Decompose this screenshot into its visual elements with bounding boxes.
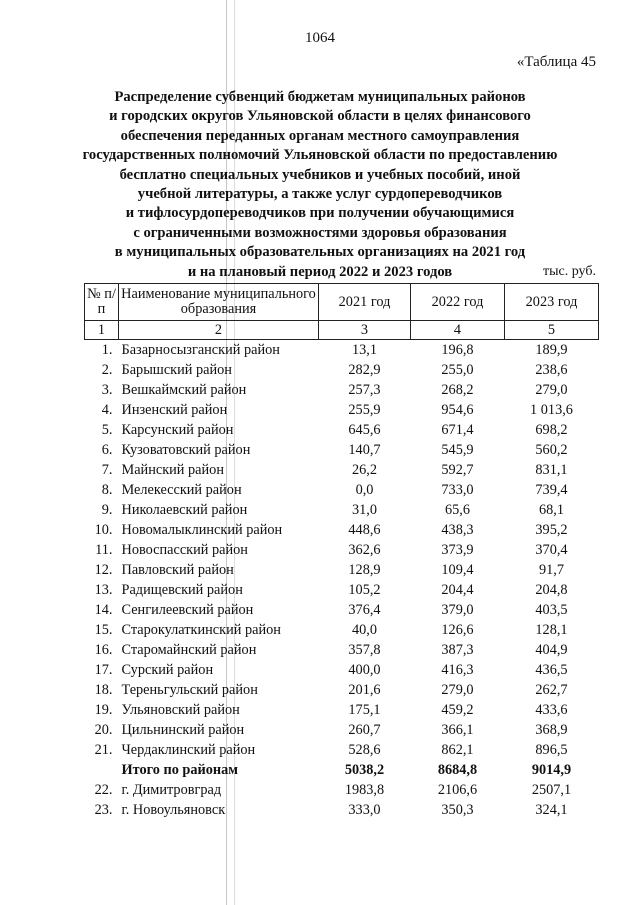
- value-2021: 175,1: [348, 702, 381, 718]
- value-2023: 433,6: [535, 702, 568, 718]
- value-2021: 13,1: [351, 342, 378, 358]
- row-name: Чердаклинский район: [121, 742, 256, 758]
- table-row: [85, 460, 599, 480]
- row-number: 22.: [94, 782, 113, 798]
- value-2022: 255,0: [441, 362, 474, 378]
- table-row: [85, 740, 599, 760]
- value-2023: 404,9: [535, 642, 568, 658]
- value-2022: 8684,8: [437, 762, 478, 778]
- row-number: 15.: [94, 622, 113, 638]
- title-line: и тифлосурдопереводчиков при получении обучающимися: [125, 205, 515, 222]
- value-2021: 257,3: [348, 382, 381, 398]
- column-number-row: [85, 321, 599, 340]
- value-2022: 109,4: [441, 562, 474, 578]
- value-2021: 528,6: [348, 742, 381, 758]
- header-no: № п/п: [85, 284, 119, 321]
- value-2022: 65,6: [444, 502, 471, 518]
- table-row: [85, 520, 599, 540]
- table-row: [85, 400, 599, 420]
- value-2021: 282,9: [348, 362, 381, 378]
- row-number: 21.: [94, 742, 113, 758]
- value-2021: 260,7: [348, 722, 381, 738]
- value-2021: 362,6: [348, 542, 381, 558]
- row-number: 16.: [94, 642, 113, 658]
- value-2021: 333,0: [348, 802, 381, 818]
- value-2022: 350,3: [441, 802, 474, 818]
- value-2023: 204,8: [535, 582, 568, 598]
- title-line: в муниципальных образовательных организациях на 2021 год: [114, 244, 526, 261]
- row-number: 6.: [101, 442, 113, 458]
- table-header-row: [85, 284, 599, 321]
- value-2022: 733,0: [441, 482, 474, 498]
- title-line: обеспечения переданных органам местного самоуправления: [120, 127, 520, 144]
- column-number: 5: [505, 321, 599, 340]
- table-row: [85, 340, 599, 361]
- value-2023: 189,9: [535, 342, 568, 358]
- table-row: [85, 580, 599, 600]
- column-number: 3: [319, 321, 411, 340]
- table-row: [85, 620, 599, 640]
- column-number: 4: [411, 321, 505, 340]
- value-2023: 368,9: [535, 722, 568, 738]
- value-2023: 370,4: [535, 542, 568, 558]
- row-name: Сенгилеевский район: [121, 602, 254, 618]
- value-2023: 2507,1: [531, 782, 572, 798]
- column-number: 1: [85, 321, 119, 340]
- value-2023: 324,1: [535, 802, 568, 818]
- value-2022: 2106,6: [437, 782, 478, 798]
- value-2023: 436,5: [535, 662, 568, 678]
- row-name: Старомайнский район: [121, 642, 257, 658]
- row-number: 7.: [101, 462, 113, 478]
- row-name: Тереньгульский район: [121, 682, 258, 698]
- row-number: 20.: [94, 722, 113, 738]
- value-2022: 671,4: [441, 422, 474, 438]
- row-name: Инзенский район: [121, 402, 228, 418]
- value-2022: 379,0: [441, 602, 474, 618]
- value-2023: 896,5: [535, 742, 568, 758]
- value-2022: 373,9: [441, 542, 474, 558]
- value-2023: 739,4: [535, 482, 568, 498]
- subvention-table: [84, 283, 599, 820]
- table-row: [85, 560, 599, 580]
- row-number: 19.: [94, 702, 113, 718]
- title-line: учебной литературы, а также услуг сурдопереводчиков: [137, 186, 503, 203]
- row-name: Ульяновский район: [121, 702, 240, 718]
- table-row: [85, 500, 599, 520]
- row-name: Новомалыклинский район: [121, 522, 283, 538]
- row-name: Барышский район: [121, 362, 232, 378]
- title-line: и городских округов Ульяновской области в целях финансового: [109, 108, 531, 125]
- value-2023: 698,2: [535, 422, 568, 438]
- row-number: 3.: [101, 382, 113, 398]
- value-2021: 645,6: [348, 422, 381, 438]
- table-row: [85, 600, 599, 620]
- row-name: Цильнинский район: [121, 722, 245, 738]
- row-number: [85, 760, 119, 780]
- value-2022: 204,4: [441, 582, 474, 598]
- value-2022: 387,3: [441, 642, 474, 658]
- value-2022: 545,9: [441, 442, 474, 458]
- value-2021: 400,0: [348, 662, 381, 678]
- row-number: 2.: [101, 362, 113, 378]
- value-2021: 0,0: [355, 482, 374, 498]
- row-name: Сурский район: [121, 662, 214, 678]
- header-2021: 2021 год: [319, 284, 411, 321]
- row-number: 23.: [94, 802, 113, 818]
- row-number: 12.: [94, 562, 113, 578]
- value-2022: 416,3: [441, 662, 474, 678]
- value-2021: 5038,2: [344, 762, 385, 778]
- value-2022: 279,0: [441, 682, 474, 698]
- table-reference: «Таблица 45: [516, 54, 596, 70]
- value-2021: 376,4: [348, 602, 381, 618]
- title-line: бесплатно специальных учебников и учебных пособий, иной: [119, 166, 521, 183]
- row-name: г. Новоульяновск: [121, 802, 226, 818]
- row-number: 14.: [94, 602, 113, 618]
- value-2021: 140,7: [348, 442, 381, 458]
- value-2022: 459,2: [441, 702, 474, 718]
- header-2022: 2022 год: [411, 284, 505, 321]
- header-2023: 2023 год: [505, 284, 599, 321]
- value-2021: 40,0: [351, 622, 378, 638]
- value-2022: 862,1: [441, 742, 474, 758]
- value-2021: 255,9: [348, 402, 381, 418]
- table-row: [85, 800, 599, 820]
- row-name: Карсунский район: [121, 422, 234, 438]
- value-2023: 128,1: [535, 622, 568, 638]
- table-row: [85, 640, 599, 660]
- value-2023: 9014,9: [531, 762, 572, 778]
- value-2022: 126,6: [441, 622, 474, 638]
- value-2022: 592,7: [441, 462, 474, 478]
- row-name: Вешкаймский район: [121, 382, 247, 398]
- table-row: [85, 680, 599, 700]
- value-2023: 68,1: [538, 502, 565, 518]
- table-row: [85, 420, 599, 440]
- header-name: Наименование муниципального образования: [119, 284, 319, 321]
- row-number: 17.: [94, 662, 113, 678]
- value-2022: 366,1: [441, 722, 474, 738]
- column-number: 2: [119, 321, 319, 340]
- row-number: 10.: [94, 522, 113, 538]
- row-name: Базарносызганский район: [121, 342, 280, 358]
- row-number: 5.: [101, 422, 113, 438]
- table-row: [85, 720, 599, 740]
- title-line: государственных полномочий Ульяновской области по предоставлению: [82, 147, 558, 164]
- row-number: 18.: [94, 682, 113, 698]
- value-2021: 105,2: [348, 582, 381, 598]
- value-2021: 31,0: [351, 502, 378, 518]
- value-2023: 238,6: [535, 362, 568, 378]
- row-name: Николаевский район: [121, 502, 248, 518]
- row-name: Итого по районам: [121, 762, 239, 778]
- row-name: г. Димитровград: [121, 782, 222, 798]
- row-name: Майнский район: [121, 462, 224, 478]
- row-number: 1.: [101, 342, 113, 358]
- units-label: тыс. руб.: [543, 264, 596, 279]
- row-number: 4.: [101, 402, 113, 418]
- row-name: Новоспасский район: [121, 542, 248, 558]
- table-row: [85, 780, 599, 800]
- row-number: 9.: [101, 502, 113, 518]
- value-2021: 26,2: [351, 462, 378, 478]
- value-2023: 262,7: [535, 682, 568, 698]
- row-name: Кузоватовский район: [121, 442, 251, 458]
- value-2023: 831,1: [535, 462, 568, 478]
- value-2021: 201,6: [348, 682, 381, 698]
- row-number: 8.: [101, 482, 113, 498]
- row-number: 11.: [95, 542, 113, 558]
- value-2021: 128,9: [348, 562, 381, 578]
- row-number: 13.: [94, 582, 113, 598]
- row-name: Мелекесский район: [121, 482, 242, 498]
- total-row: [85, 760, 599, 780]
- value-2021: 448,6: [348, 522, 381, 538]
- row-name: Павловский район: [121, 562, 234, 578]
- title-line: Распределение субвенций бюджетам муниципальных районов: [114, 89, 526, 105]
- value-2022: 954,6: [441, 402, 474, 418]
- table-row: [85, 380, 599, 400]
- table-row: [85, 660, 599, 680]
- table-row: [85, 540, 599, 560]
- value-2021: 1983,8: [344, 782, 385, 798]
- page-number: 1064: [305, 30, 335, 46]
- value-2023: 560,2: [535, 442, 568, 458]
- row-name: Старокулаткинский район: [121, 622, 281, 638]
- table-row: [85, 480, 599, 500]
- value-2023: 403,5: [535, 602, 568, 618]
- title-line: и на плановый период 2022 и 2023 годов: [187, 263, 453, 280]
- title-line: с ограниченными возможностями здоровья образования: [133, 224, 507, 241]
- table-body: [85, 340, 599, 821]
- table-row: [85, 360, 599, 380]
- value-2022: 268,2: [441, 382, 474, 398]
- value-2023: 279,0: [535, 382, 568, 398]
- value-2022: 196,8: [441, 342, 474, 358]
- document-title: [60, 88, 580, 282]
- value-2021: 357,8: [348, 642, 381, 658]
- table-row: [85, 440, 599, 460]
- table-row: [85, 700, 599, 720]
- value-2023: 1 013,6: [530, 402, 573, 418]
- value-2023: 395,2: [535, 522, 568, 538]
- row-name: Радищевский район: [121, 582, 243, 598]
- value-2023: 91,7: [538, 562, 565, 578]
- value-2022: 438,3: [441, 522, 474, 538]
